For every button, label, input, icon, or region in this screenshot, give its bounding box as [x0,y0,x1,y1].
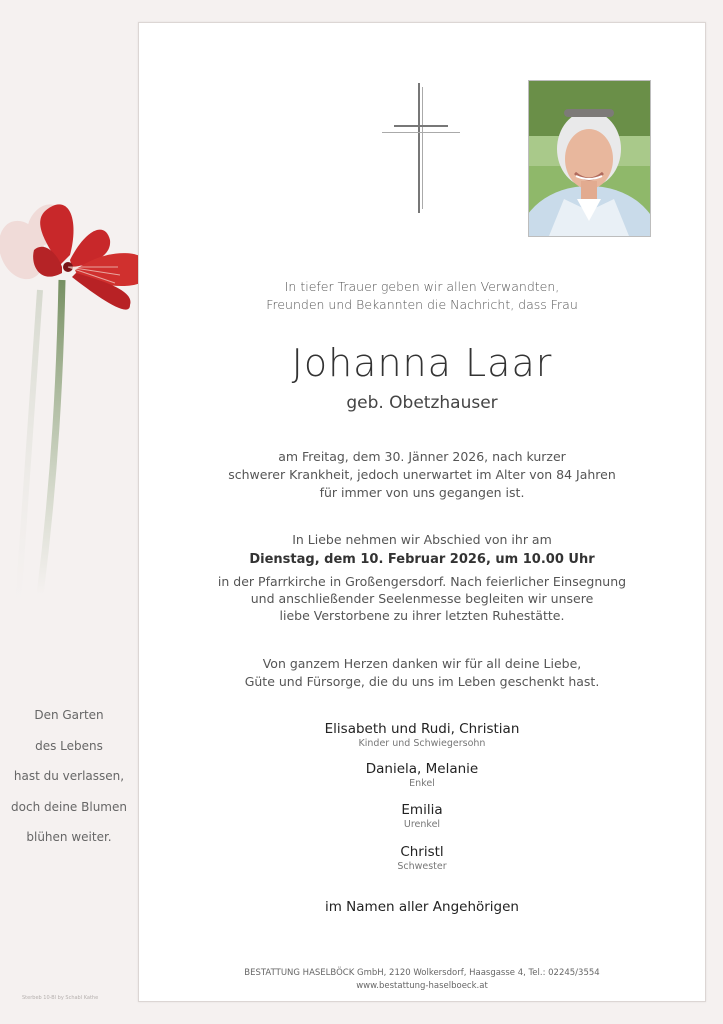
death-line: für immer von uns gegangen ist. [319,485,525,500]
death-line: schwerer Krankheit, jedoch unerwartet im Alter von 84 Jahren [228,467,616,482]
intro-text [139,278,705,314]
funeral-home-footer [139,967,705,993]
poem-line: blühen weiter. [26,830,112,844]
mourner-entry [139,721,705,749]
deceased-name: Johanna Laar [291,341,553,385]
mourner-name: Christl [400,844,444,860]
portrait-photo [528,80,651,237]
amaryllis-flower-illustration [0,195,160,615]
church-line: in der Pfarrkirche in Großengersdorf. Nach feierlicher Einsegnung [217,574,627,589]
thanks-line: Güte und Fürsorge, die du uns im Leben geschenkt hast. [244,674,600,689]
church-line: liebe Verstorbene zu ihrer letzten Ruhestätte. [279,608,565,623]
poem-line: doch deine Blumen [11,799,127,814]
mourner-entry [139,802,705,830]
mourner-role: Kinder und Schwiegersohn [358,738,486,749]
church-line: und anschließender Seelenmesse begleiten wir unsere [250,591,594,606]
mourner-role: Schwester [397,861,447,872]
farewell-intro: In Liebe nehmen wir Abschied von ihr am [292,532,552,547]
poem [0,700,138,853]
thanks-line: Von ganzem Herzen danken wir für all deine Liebe, [262,656,582,671]
birth-name: geb. Obetzhauser [346,393,498,413]
obituary-card [138,22,706,1002]
mourner-entry [139,761,705,789]
death-notice [139,448,705,502]
mourner-role: Urenkel [403,819,441,830]
intro-line: In tiefer Trauer geben wir allen Verwandten, [284,279,560,294]
portrait-image [529,81,650,236]
mourner-name: Emilia [401,802,443,818]
mourner-name: Daniela, Melanie [365,761,479,777]
design-credit: Sterbeb 10-Bl by Schabl Kathe [22,995,99,1001]
cross-icon [382,83,460,213]
funeral-date: Dienstag, dem 10. Februar 2026, um 10.00 Uhr [249,552,595,567]
poem-line: hast du verlassen, [13,769,125,783]
footer-website[interactable]: www.bestattung-haselboeck.at [356,981,488,991]
poem-line: Den Garten [34,708,104,722]
poem-line: des Lebens [35,738,103,753]
mourner-role: Enkel [409,778,435,789]
mourner-entry [139,844,705,872]
intro-line: Freunden und Bekannten die Nachricht, dass Frau [266,297,578,312]
funeral-details [139,573,705,624]
death-line: am Freitag, dem 30. Jänner 2026, nach kurzer [278,449,566,464]
closing-line: im Namen aller Angehörigen [324,899,519,915]
thanks-text [139,655,705,691]
mourner-name: Elisabeth und Rudi, Christian [324,721,520,737]
footer-address: BESTATTUNG HASELBÖCK GmbH, 2120 Wolkersdorf, Haasgasse 4, Tel.: 02245/3554 [244,968,600,978]
